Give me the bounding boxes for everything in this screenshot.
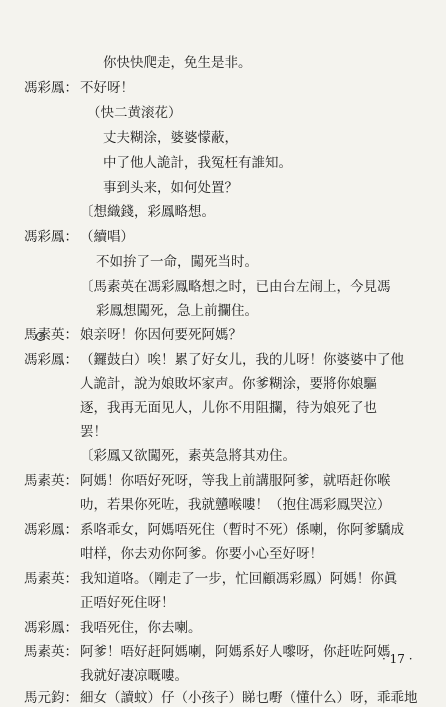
dialogue-line: 逐，我再无面见人，儿你不用阻攔，待为娘死了也 — [80, 400, 377, 416]
dialogue-line: （續唱） — [80, 229, 134, 245]
speaker-label: 馮彩鳳： — [24, 229, 78, 245]
dialogue-line: 咁样，你去劝你阿爹。你要小心至好呀！ — [80, 546, 323, 562]
speaker-label: 馬素英： — [24, 571, 78, 587]
speaker-label: 馮彩鳳： — [24, 522, 78, 538]
stage-direction: 〔想織錢，彩鳳略想。 — [80, 204, 215, 220]
verse-line: 事到头来，如何处置？ — [103, 180, 238, 196]
stage-direction: 〔馬素英在馮彩鳳略想之时，已由台左闹上，今見馮 — [80, 279, 391, 295]
punch-hole-mark — [36, 332, 45, 341]
dialogue-line: 罢！ — [80, 424, 107, 440]
page-number: · 17 · — [382, 652, 413, 666]
speaker-label: 馬素英： — [24, 327, 78, 343]
dialogue-line: 我唔死住，你去喇。 — [80, 620, 202, 636]
stage-direction: 〔彩鳳又欲闖死，素英急將其劝住。 — [80, 448, 296, 464]
text-line: 你快快爬走，免生是非。 — [103, 55, 252, 71]
dialogue-line: 阿爹！唔好赶阿媽喇，阿媽系好人嚟呀，你赶咗阿媽 — [80, 644, 391, 660]
speaker-label: 馮彩鳳： — [24, 620, 78, 636]
stage-direction: （快二黄滚花） — [87, 105, 182, 121]
verse-line: 不如拚了一命，闖死当时。 — [96, 254, 258, 270]
dialogue-line: 娘亲呀！你因何要死阿媽？ — [80, 327, 242, 343]
dialogue-line: 我就好凄凉嘅嘍。 — [80, 668, 188, 684]
dialogue-line: 阿媽！你唔好死呀，等我上前講服阿爹，就唔赶你喉 — [80, 473, 391, 489]
speaker-label: 馬元鈞： — [24, 690, 78, 706]
verse-line: 中了他人詭計，我冤枉有誰知。 — [103, 155, 292, 171]
speaker-label: 馮彩鳳： — [24, 352, 78, 368]
dialogue-line: 細女（讀蚊）仔（小孩子）睇乜嘢（懂什么）呀，乖乖地 — [80, 690, 418, 706]
dialogue-line: 系咯乖女，阿媽唔死住（暫时不死）係喇，你阿爹驕成 — [80, 522, 404, 538]
dialogue-line: 我知道咯。（剛走了一步，忙回顧馮彩鳳）阿媽！你眞 — [80, 571, 398, 587]
dialogue-line: 人詭計，說为娘敗坏家声。你爹糊涂，要將你娘驅 — [80, 376, 377, 392]
stage-direction: 彩鳳想闖死，急上前攔住。 — [96, 303, 258, 319]
dialogue-line: 正唔好死住呀！ — [80, 595, 175, 611]
verse-line: 丈夫糊涂，婆婆懞蔽， — [103, 130, 238, 146]
dialogue-line: 不好呀！ — [80, 80, 134, 96]
dialogue-line: （鑼鼓白）唉！累了好女儿，我的儿呀！你婆婆中了他 — [80, 352, 404, 368]
dialogue-line: 叻，若果你死咗，我就戇喉嘍！（抱住馮彩鳳哭泣） — [80, 497, 391, 513]
speaker-label: 馮彩鳳： — [24, 80, 78, 96]
speaker-label: 馬素英： — [24, 473, 78, 489]
speaker-label: 馬素英： — [24, 644, 78, 660]
